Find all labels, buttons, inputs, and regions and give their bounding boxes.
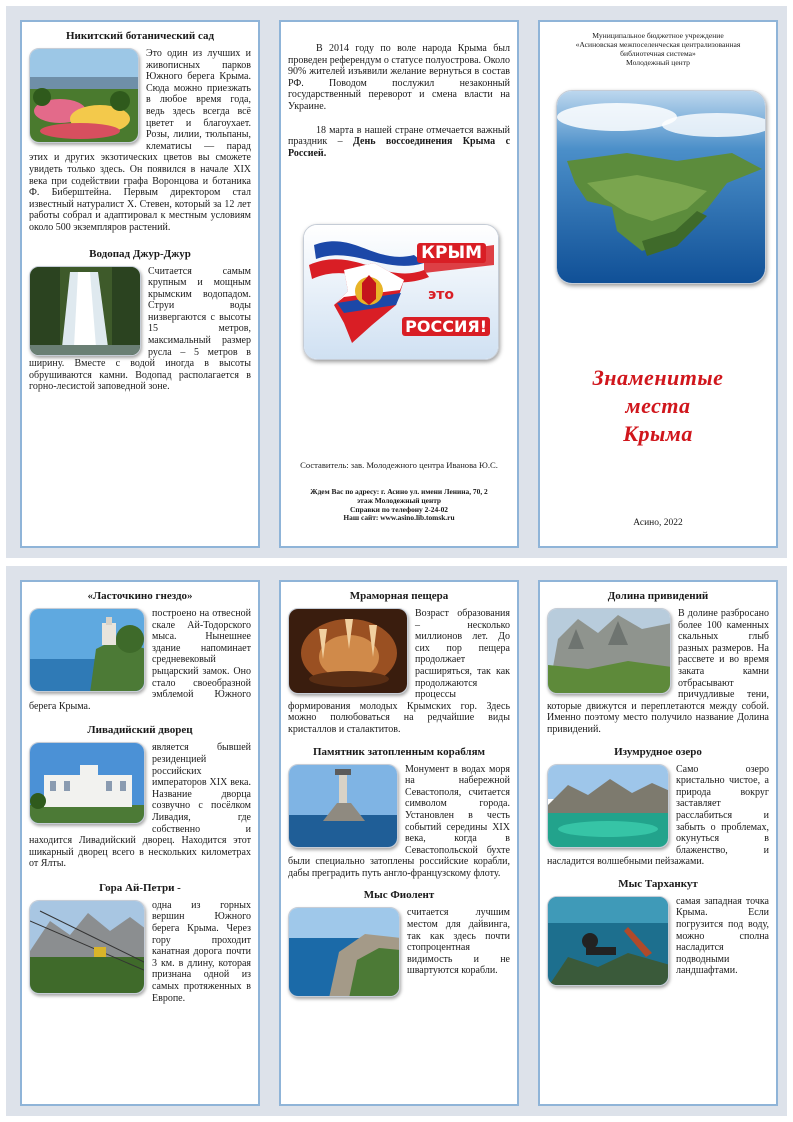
garden-title: Никитский ботанический сад bbox=[65, 30, 215, 42]
fiolent-text: считается лучшим местом для дайвинга, так как здесь почти стопроцентная видимость и не швартуются корабли. bbox=[407, 907, 510, 977]
ghosts-valley-text: В долине разбросано более 100 каменных скальных глыб разных размеров. На рассвете и во время заката камни отбрасывают причудливые тени, которые движутся и переплетаются между собой. Именно поэтому место получило название Долина привидений. bbox=[547, 608, 769, 735]
cave-text: Возраст образования – несколько миллионов лет. До сих пор пещера продолжает расширяться, так как продолжаются процессы формирования молодых Крымских гор. Здесь можно полюбоваться на редчайшие виды кристаллов и сталактитов. bbox=[288, 608, 510, 735]
cape-tarkhankut-title: Мыс Тарханкут bbox=[618, 877, 698, 890]
mountain-text: одна из горных вершин Южного берега Крыма. Через гору проходит канатная дорога почти 3 км. в длину, которая признана одной из самых протяженных в Европе. bbox=[152, 899, 251, 1004]
marble-cave-photo bbox=[288, 608, 408, 694]
holiday-bold-text: День воссоединения Крыма с Россией. bbox=[288, 136, 511, 159]
nest-title: «Ласточкино гнездо» bbox=[87, 590, 193, 602]
emerald-lake-title: Изумрудное озеро bbox=[614, 745, 702, 758]
cape-tarkhankut-photo bbox=[547, 896, 669, 986]
org-line-3: библиотечная система» bbox=[620, 49, 696, 58]
emerald-lake-text: Само озеро кристально чистое, а природа вокруг заставляет расслабиться и забыть о проблемах, окунуться в блаженство, и насладится волшебными пейзажами. bbox=[547, 763, 769, 868]
botanical-garden-photo bbox=[29, 48, 139, 143]
palace-text: является бывшей резиденцией российских императоров XIX века. Название дворца созвучно с посёлком Ливадия, где собственно и находится Ливадийский дворец. Находится этот шикарный дворец всего в нескольких километрах от Ялты. bbox=[29, 742, 251, 870]
ghosts-valley-photo bbox=[547, 608, 671, 694]
sunken-ships-monument-photo bbox=[288, 764, 398, 848]
brochure-title-line-1: Знаменитые bbox=[592, 365, 724, 390]
ai-petri-photo bbox=[29, 900, 145, 994]
brochure-title-line-3: Крыма bbox=[623, 421, 693, 446]
waterfall-text: Считается самым крупным и мощным крымским водопадом. Струи воды низвергаются с высоты 15 метров, максимальный размер русла – 5 метров в ширину. Вместе с водой иногда в высоты обрушиваются камни. Водопад располагается в горно-лесистой заповедной зоне. bbox=[29, 265, 251, 393]
org-line-1: Муниципальное бюджетное учреждение bbox=[592, 31, 724, 40]
monument-title: Памятник затопленным кораблям bbox=[312, 745, 486, 758]
panel-cave-monument-fiolent bbox=[279, 580, 519, 1106]
swallows-nest-photo bbox=[29, 608, 145, 692]
holiday-text: 18 марта в нашей стране отмечается важный праздник – bbox=[288, 124, 510, 148]
org-line-4: Молодежный центр bbox=[626, 58, 690, 67]
cave-title: Мраморная пещера bbox=[349, 590, 449, 602]
panel-nest-palace-mountain bbox=[20, 580, 260, 1106]
waterfall-title: Водопад Джур-Джур bbox=[89, 247, 191, 260]
fiolent-title: Мыс Фиолент bbox=[363, 889, 435, 902]
phone-line: Справки по телефону 2-24-02 bbox=[350, 504, 448, 514]
crimea-satellite-photo bbox=[556, 90, 766, 284]
address-line: Ждем Вас по адресу: г. Асино ул. имени Ленина, 70, 2 этаж Молодежный центр bbox=[310, 487, 488, 505]
city-year: Асино, 2022 bbox=[633, 518, 683, 528]
website-link[interactable]: Наш сайт: www.asino.lib.tomsk.ru bbox=[343, 513, 455, 523]
livadia-palace-photo bbox=[29, 742, 145, 824]
crimea-russia-emblem bbox=[303, 224, 499, 360]
compiler-line: Составитель: зав. Молодежного центра Иванова Ю.С. bbox=[300, 460, 498, 470]
panel-botanical-waterfall bbox=[20, 20, 260, 548]
mountain-title: Гора Ай-Петри - bbox=[99, 881, 181, 894]
monument-text: Монумент в водах моря на набережной Севастополя, считается символом города. Установлен в честь событий середины XIX века, когда в Севастопольской бухте были специально затоплены российские корабли, дабы преградить путь англо-французскому флоту. bbox=[288, 763, 510, 879]
panel-history bbox=[279, 20, 519, 548]
history-text: В 2014 году по воле народа Крыма был проведен референдум о статусе полуострова. Около 90% жителей изъявили желание вернуться в состав РФ. Поводом послужил незаконный государственный переворот и смена власти на Украине. bbox=[288, 43, 510, 112]
palace-title: Ливадийский дворец bbox=[87, 724, 193, 737]
nest-text: построено на отвесной скале Ай-Тодорского мыса. Нынешнее здание напоминает средневековый рыцарский замок. Оно стало своеобразной эмблемой Южного берега Крыма. bbox=[29, 608, 251, 712]
emblem-word-russia: РОССИЯ! bbox=[402, 317, 490, 336]
brochure-outer-side bbox=[6, 6, 787, 558]
panel-valley-lake-cape bbox=[538, 580, 778, 1106]
brochure-title-line-2: места bbox=[625, 393, 691, 418]
ghosts-valley-title: Долина привидений bbox=[607, 590, 709, 602]
emblem-word-eto: это bbox=[427, 287, 454, 303]
emblem-word-krym: КРЫМ bbox=[417, 243, 486, 263]
cape-fiolent-photo bbox=[288, 907, 400, 997]
garden-text: Это один из лучших и живописных парков Южного берега Крыма. Сюда можно приезжать в любое время года, ведь здесь всегда всё цветет и благоухает. Розы, лилии, тюльпаны, клематисы — парад этих и других экзотических цветов вы сможете увидеть только здесь. Он появился в начале XIX века при содействии графа Воронцова и ботаника Ф. Биберштейна. Первым директором стал известный натуралист Х. Стевен, который за 12 лет работы собрал и адаптировал к местным условиям около 500 экземпляров растений. bbox=[29, 48, 251, 233]
panel-cover bbox=[538, 20, 778, 548]
brochure-inner-side bbox=[6, 566, 787, 1116]
emerald-lake-photo bbox=[547, 764, 669, 848]
waterfall-photo bbox=[29, 266, 141, 356]
cape-tarkhankut-text: самая западная точка Крыма. Если погрузится под воду, можно сполна насладится подводными ландшафтами. bbox=[676, 895, 769, 977]
org-line-2: «Асиновская межпоселенческая централизованная bbox=[575, 40, 741, 49]
